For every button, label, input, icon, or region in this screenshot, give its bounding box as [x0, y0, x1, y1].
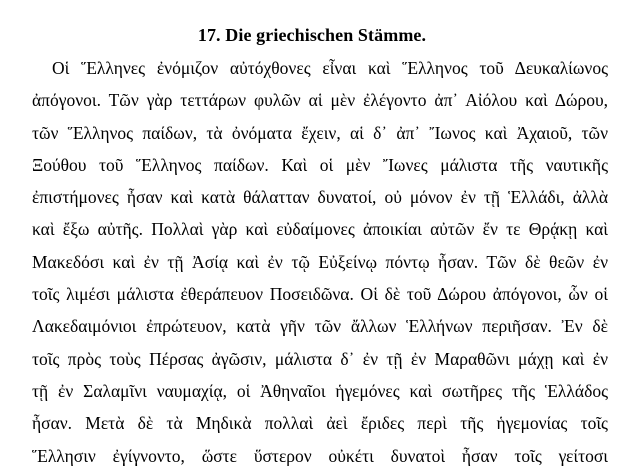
text-line: τῶν Ἕλληνος παίδων, τὰ ὀνόματα ἔχειν, αἱ δ᾽ ἀπ᾽ Ἴωνος καὶ Ἀχαιοῦ, τῶν — [32, 122, 608, 143]
text-line: καὶ ἔξω αὐτῆς. Πολλαὶ γὰρ καὶ εὐδαίμονες ἀποικίαι αὐτῶν ἔν τε Θρᾴκῃ καὶ — [32, 219, 608, 240]
text-line: ἦσαν. Μετὰ δὲ τὰ Μηδικὰ πολλαὶ ἀεὶ ἔριδες περὶ τῆς ἡγεμονίας τοῖς — [32, 413, 608, 434]
text-line: Μακεδόσι καὶ ἐν τῇ Ἀσίᾳ καὶ ἐν τῷ Εὐξείνῳ πόντῳ ἦσαν. Τῶν δὲ θεῶν ἐν — [32, 251, 608, 272]
text-line: ἀπόγονοι. Τῶν γὰρ τεττάρων φυλῶν αἱ μὲν ἐλέγοντο ἀπ᾽ Αἰόλου καὶ Δώρου, — [32, 90, 608, 111]
text-line: τῇ ἐν Σαλαμῖνι ναυμαχίᾳ, οἱ Ἀθηναῖοι ἡγεμόνες καὶ σωτῆρες τῆς Ἑλλάδος — [32, 380, 608, 401]
text-line: Οἱ Ἕλληνες ἐνόμιζον αὐτόχθονες εἶναι καὶ Ἕλληνος τοῦ Δευκαλίωνος — [52, 58, 608, 78]
text-line: τοῖς λιμέσι μάλιστα ἐθεράπευον Ποσειδῶνα. Οἱ δὲ τοῦ Δώρου ἀπόγονοι, ὧν οἱ — [32, 284, 608, 305]
greek-paragraph — [32, 52, 608, 472]
text-line: Ξούθου τοῦ Ἕλληνος παίδων. Καὶ οἱ μὲν Ἴωνες μάλιστα τῆς ναυτικῆς — [32, 154, 608, 175]
text-line: Λακεδαιμόνιοι ἐπρώτευον, κατὰ γῆν τῶν ἄλλων Ἑλλήνων περιῆσαν. Ἐν δὲ — [32, 316, 608, 337]
text-line: τοῖς πρὸς τοὺς Πέρσας ἀγῶσιν, μάλιστα δ᾽ ἐν τῇ ἐν Μαραθῶνι μάχῃ καὶ ἐν — [32, 348, 608, 369]
section-title: 17. Die griechischen Stämme. — [197, 25, 427, 45]
text-line: ἐπιστήμονες ἦσαν καὶ κατὰ θάλατταν δυνατοί, οὐ μόνον ἐν τῇ Ἑλλάδι, ἀλλὰ — [32, 187, 608, 208]
text-line: Ἕλλησιν ἐγίγνοντο, ὥστε ὕστερον οὐκέτι δυνατοὶ ἦσαν τοῖς γείτοσι — [32, 445, 608, 466]
